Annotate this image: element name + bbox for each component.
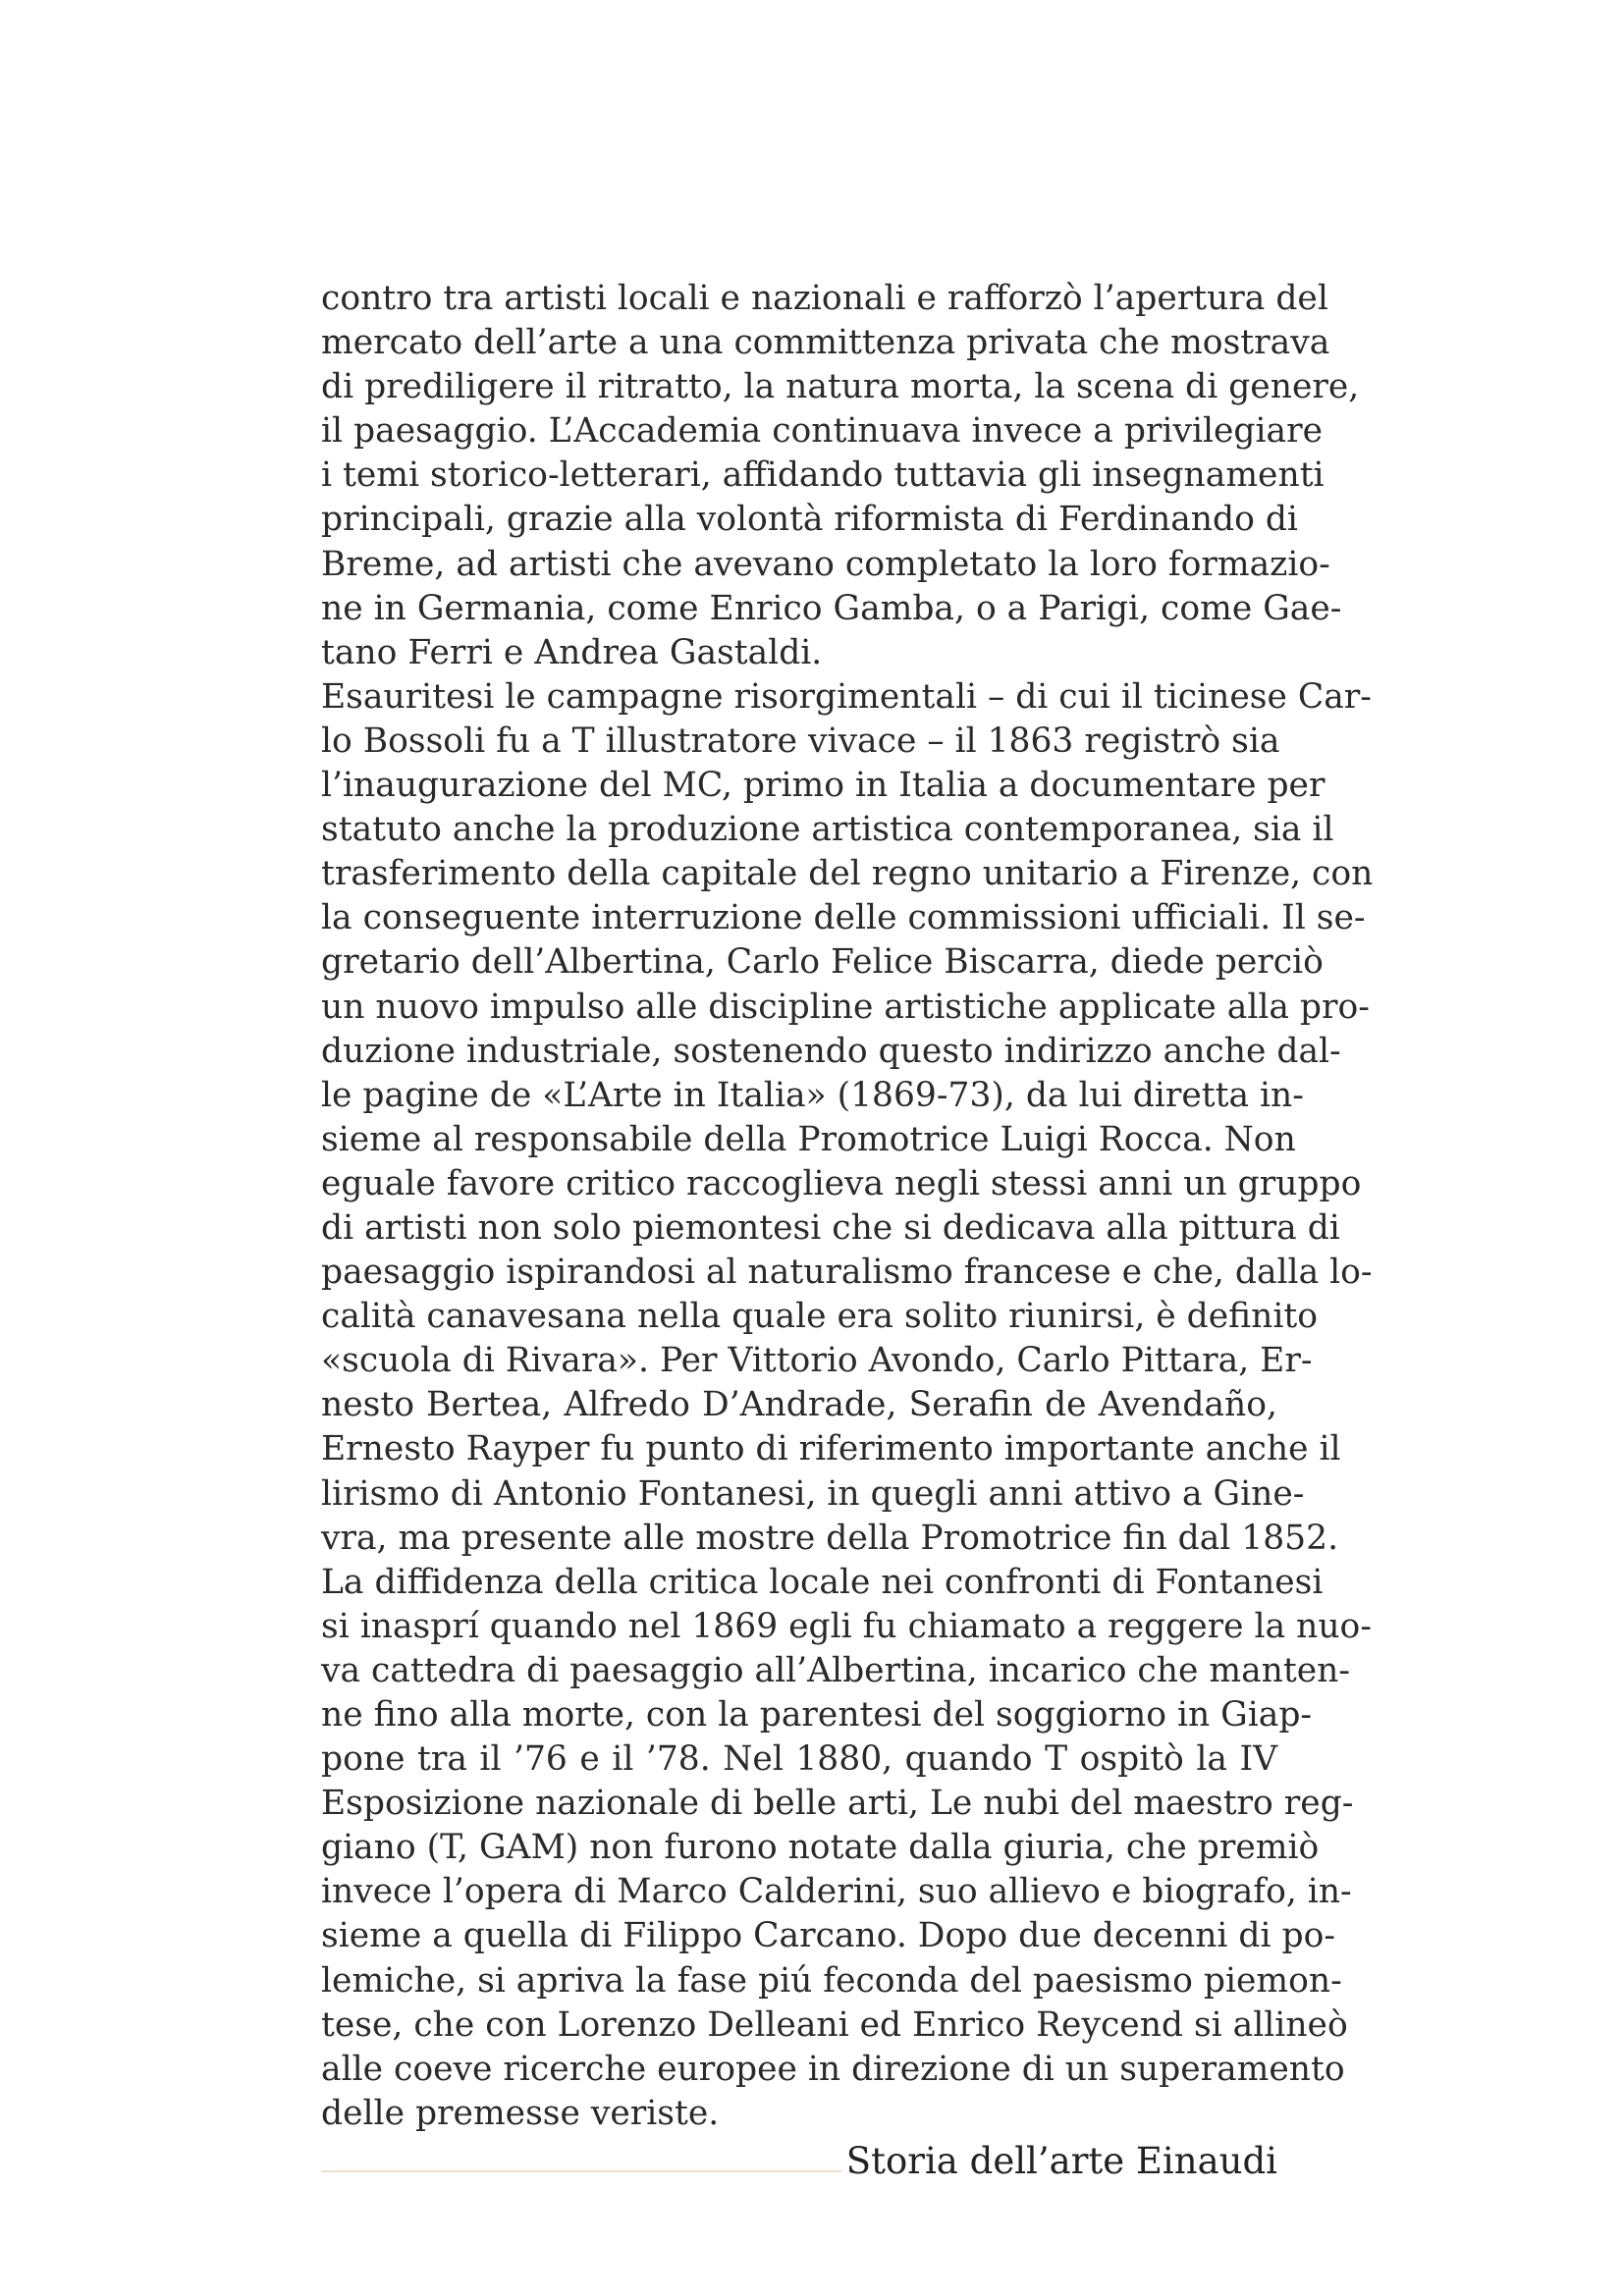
text-line: ne fino alla morte, con la parentesi del soggiorno in Giap- bbox=[321, 1695, 1313, 1735]
text-line: principali, grazie alla volontà riformista di Ferdinando di bbox=[321, 500, 1298, 540]
footer-title: Storia dell’arte Einaudi bbox=[845, 2140, 1277, 2182]
text-line: le pagine de «L’Arte in Italia» (1869-73), da lui diretta in- bbox=[321, 1075, 1304, 1115]
text-line: alle coeve ricerche europee in direzione di un superamento bbox=[321, 2049, 1345, 2089]
text-line: tese, che con Lorenzo Delleani ed Enrico Reycend si allineò bbox=[321, 2004, 1348, 2045]
footer-divider bbox=[321, 2170, 841, 2172]
text-line: contro tra artisti locali e nazionali e rafforzò l’apertura del bbox=[321, 279, 1328, 318]
text-line: calità canavesana nella quale era solito riunirsi, è definito bbox=[321, 1297, 1319, 1337]
text-line: pone tra il ’76 e il ’78. Nel 1880, quando T ospitò la IV bbox=[321, 1739, 1277, 1780]
text-line: lo Bossoli fu a T illustratore vivace – il 1863 registrò sia bbox=[321, 721, 1280, 761]
text-line: Breme, ad artisti che avevano completato la loro formazio- bbox=[321, 544, 1330, 584]
text-line: La diffidenza della critica locale nei confronti di Fontanesi bbox=[321, 1562, 1324, 1602]
text-line: duzione industriale, sostenendo questo indirizzo anche dal- bbox=[321, 1031, 1341, 1071]
text-line: sieme a quella di Filippo Carcano. Dopo due decenni di po- bbox=[321, 1916, 1336, 1956]
body-text bbox=[321, 277, 1374, 2136]
text-line: tano Ferri e Andrea Gastaldi. bbox=[321, 632, 823, 672]
text-line: di prediligere il ritratto, la natura morta, la scena di genere, bbox=[321, 367, 1360, 407]
text-line: invece l’opera di Marco Calderini, suo allievo e biografo, in- bbox=[321, 1872, 1352, 1912]
text-line: Esauritesi le campagne risorgimentali – di cui il ticinese Car- bbox=[321, 676, 1372, 717]
text-line: sieme al responsabile della Promotrice Luigi Rocca. Non bbox=[321, 1119, 1296, 1159]
text-line: giano (T, GAM) non furono notate dalla giuria, che premiò bbox=[321, 1828, 1320, 1868]
text-line: si inasprí quando nel 1869 egli fu chiamato a reggere la nuo- bbox=[321, 1606, 1372, 1646]
text-line: ne in Germania, come Enrico Gamba, o a Parigi, come Gae- bbox=[321, 588, 1342, 628]
text-line: un nuovo impulso alle discipline artistiche applicate alla pro- bbox=[321, 987, 1370, 1027]
text-line: eguale favore critico raccoglieva negli stessi anni un gruppo bbox=[321, 1163, 1362, 1203]
text-line: delle premesse veriste. bbox=[321, 2093, 720, 2133]
text-line: paesaggio ispirandosi al naturalismo francese e che, dalla lo- bbox=[321, 1253, 1373, 1293]
text-line: la conseguente interruzione delle commissioni ufficiali. Il se- bbox=[321, 898, 1366, 938]
text-line: lemiche, si apriva la fase piú feconda del paesismo piemon- bbox=[321, 1960, 1342, 2001]
text-line: Ernesto Rayper fu punto di riferimento importante anche il bbox=[321, 1429, 1341, 1469]
text-line: di artisti non solo piemontesi che si dedicava alla pittura di bbox=[321, 1207, 1340, 1248]
text-line: mercato dell’arte a una committenza privata che mostrava bbox=[321, 323, 1330, 363]
text-line: l’inaugurazione del MC, primo in Italia a documentare per bbox=[321, 766, 1325, 806]
text-line: statuto anche la produzione artistica contemporanea, sia il bbox=[321, 810, 1334, 850]
text-line: nesto Bertea, Alfredo D’Andrade, Serafin de Avendaño, bbox=[321, 1385, 1277, 1425]
text-line: Esposizione nazionale di belle arti, Le nubi del maestro reg- bbox=[321, 1784, 1354, 1824]
text-line: gretario dell’Albertina, Carlo Felice Biscarra, diede perciò bbox=[321, 942, 1324, 983]
text-line: lirismo di Antonio Fontanesi, in quegli anni attivo a Gine- bbox=[321, 1473, 1305, 1514]
text-line: «scuola di Rivara». Per Vittorio Avondo, Carlo Pittara, Er- bbox=[321, 1341, 1313, 1381]
text-line: vra, ma presente alle mostre della Promotrice fin dal 1852. bbox=[321, 1518, 1339, 1558]
text-line: i temi storico-letterari, affidando tuttavia gli insegnamenti bbox=[321, 455, 1325, 496]
text-line: il paesaggio. L’Accademia continuava invece a privilegiare bbox=[321, 411, 1324, 452]
text-line: trasferimento della capitale del regno unitario a Firenze, con bbox=[321, 854, 1374, 894]
text-line: va cattedra di paesaggio all’Albertina, incarico che manten- bbox=[321, 1650, 1351, 1690]
